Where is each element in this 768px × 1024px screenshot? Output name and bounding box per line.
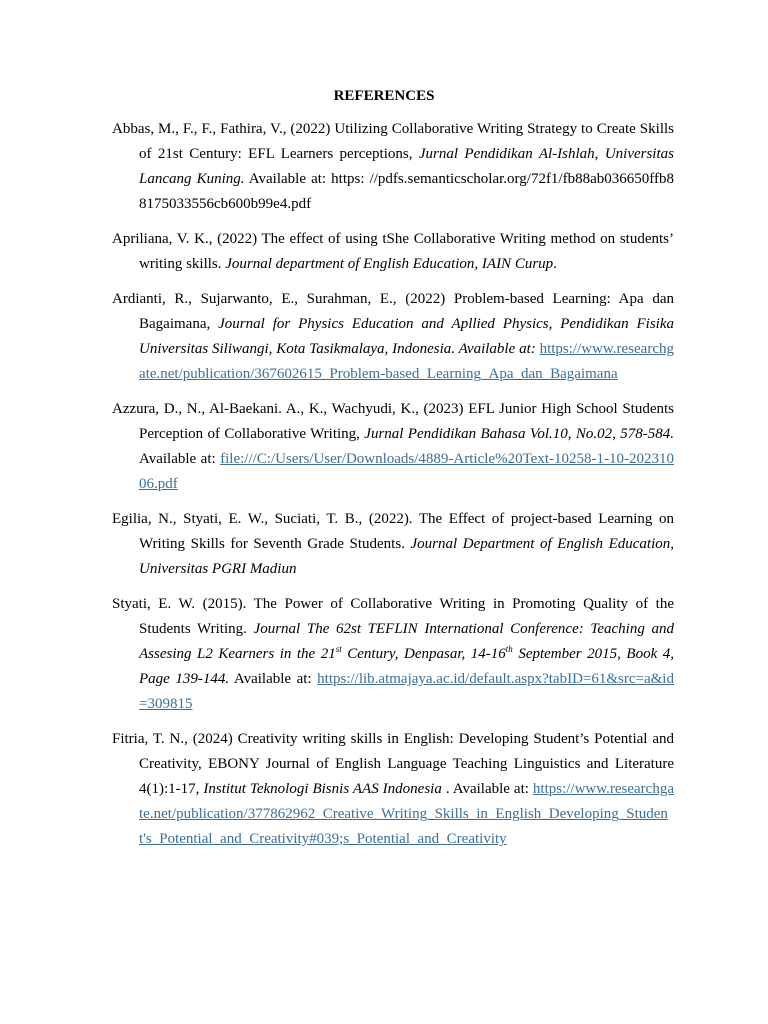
reference-link[interactable]: file:///C:/Users/User/Downloads/4889-Article%20Text-10258-1-10-20231006.pdf	[139, 451, 674, 492]
reference-availability: Available at:	[229, 671, 318, 687]
page-title: REFERENCES	[333, 88, 435, 104]
superscript-ordinal: st	[335, 644, 342, 654]
reference-list	[112, 117, 674, 862]
reference-citation: Abbas, M., F., F., Fathira, V., (2022) Utilizing Collaborative Writing Strategy to Create Skills of 21st Century: EFL Learners perceptions,	[112, 121, 674, 162]
reference-availability: Available at:	[139, 451, 221, 467]
reference-link[interactable]: https://www.researchgate.net/publication/377862962_Creative_Writing_Skills_in_English_Developing_Student's_Potential_and_Creativity#039;s_Potential_and_Creativity	[139, 781, 674, 847]
reference-citation: Styati, E. W. (2015). The Power of Collaborative Writing in Promoting Quality of the Students Writing.	[112, 596, 674, 637]
reference-citation: Egilia, N., Styati, E. W., Suciati, T. B., (2022). The Effect of project-based Learning on Writing Skills for Seventh Grade Students.	[112, 511, 674, 552]
reference-availability: . Available at:	[441, 781, 533, 797]
reference-journal: Jurnal Pendidikan Al-Ishlah, Universitas Lancang Kuning.	[139, 146, 674, 187]
reference-citation: Fitria, T. N., (2024) Creativity writing skills in English: Developing Student’s Potential and Creativity, EBONY Journal of English Language Teaching Linguistics and Literature 4(1):1-17,	[112, 731, 674, 797]
reference-citation: Apriliana, V. K., (2022) The effect of using tShe Collaborative Writing method on students’ writing skills.	[112, 231, 674, 272]
superscript-ordinal: th	[505, 644, 513, 654]
reference-entry-styati	[112, 592, 674, 717]
reference-citation: Azzura, D., N., Al-Baekani. A., K., Wachyudi, K., (2023) EFL Junior High School Students Perception of Collaborative Writing,	[112, 401, 674, 442]
reference-journal: Jurnal Pendidikan Bahasa Vol.10, No.02, 578-584.	[364, 426, 674, 442]
reference-link[interactable]: https://lib.atmajaya.ac.id/default.aspx?tabID=61&src=a&id=309815	[139, 671, 674, 712]
reference-journal: Journal Department of English Education, Universitas PGRI Madiun	[139, 536, 674, 577]
reference-availability: Available at: https: //pdfs.semanticscholar.org/72f1/fb88ab036650ffb88175033556cb600b99e4.pdf	[139, 171, 674, 212]
reference-entry-fitria	[112, 727, 674, 852]
reference-entry-egilia	[112, 507, 674, 582]
reference-journal: Journal for Physics Education and Apllied Physics, Pendidikan Fisika Universitas Siliwangi, Kota Tasikmalaya, Indonesia. Available at:	[139, 316, 674, 357]
reference-entry-abbas	[112, 117, 674, 217]
reference-entry-azzura	[112, 397, 674, 497]
reference-entry-ardianti	[112, 287, 674, 387]
reference-journal: Journal department of English Education, IAIN Curup	[225, 256, 554, 272]
reference-citation: Ardianti, R., Sujarwanto, E., Surahman, E., (2022) Problem-based Learning: Apa dan Bagaimana,	[112, 291, 674, 332]
reference-journal-part: Century, Denpasar, 14-16	[341, 646, 506, 662]
reference-link[interactable]: https://www.researchgate.net/publication/367602615_Problem-based_Learning_Apa_dan_Bagaimana	[139, 341, 674, 382]
reference-journal-part: September 2015, Book 4, Page 139-144.	[139, 646, 674, 687]
reference-tail: .	[553, 256, 557, 272]
reference-journal: Institut Teknologi Bisnis AAS Indonesia	[203, 781, 442, 797]
reference-journal-part: Journal The 62st TEFLIN International Conference: Teaching and Assesing L2 Kearners in the 21	[139, 621, 674, 662]
reference-entry-apriliana	[112, 227, 674, 277]
